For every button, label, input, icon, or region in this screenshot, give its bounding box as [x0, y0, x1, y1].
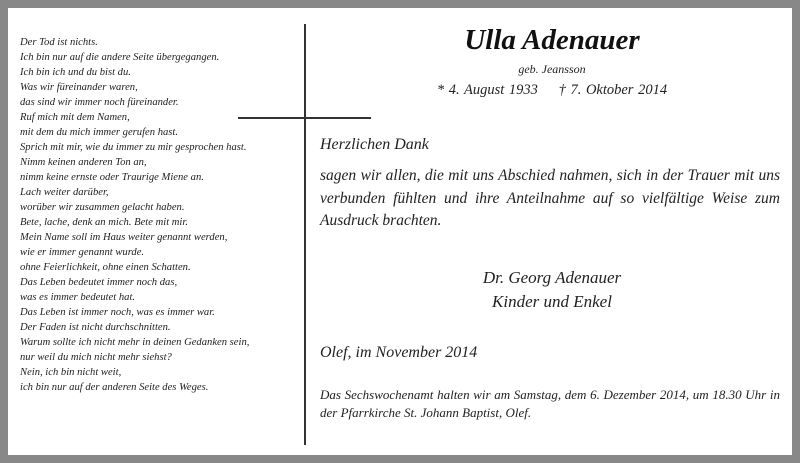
poem-line: wie er immer genannt wurde. — [20, 247, 145, 258]
poem-line: Sprich mit mir, wie du immer zu mir gesprochen hast. — [20, 142, 247, 153]
obituary-card — [8, 8, 792, 455]
family-signature — [320, 266, 784, 314]
deceased-name: Ulla Adenauer — [464, 24, 640, 56]
thanks-heading: Herzlichen Dank — [320, 136, 429, 153]
place-date: Olef, im November 2014 — [320, 344, 478, 361]
poem-line: Was wir füreinander waren, — [20, 82, 138, 93]
thanks-text: sagen wir allen, die mit uns Abschied nahmen, sich in der Trauer mit uns verbunden fühlten und ihre Anteilnahme auf so vielfältige Weise zum Ausdruck brachten. — [320, 167, 780, 229]
poem-line: Mein Name soll im Haus weiter genannt werden, — [20, 232, 228, 243]
poem-line: was es immer bedeutet hat. — [20, 292, 136, 303]
poem-line: Das Leben bedeutet immer noch das, — [20, 277, 178, 288]
birth-date: * 4. August 1933 — [436, 82, 538, 98]
poem — [20, 35, 300, 395]
family-line: Dr. Georg Adenauer — [482, 268, 622, 287]
poem-line: Warum sollte ich nicht mehr in deinen Gedanken sein, — [20, 337, 250, 348]
poem-line: Bete, lache, denk an mich. Bete mit mir. — [20, 217, 188, 228]
poem-line: Das Leben ist immer noch, was es immer war. — [20, 307, 215, 318]
cross-horizontal-line — [238, 117, 371, 119]
poem-line: worüber wir zusammen gelacht haben. — [20, 202, 185, 213]
poem-line: Nimm keinen anderen Ton an, — [20, 157, 147, 168]
poem-line: ohne Feierlichkeit, ohne einen Schatten. — [20, 262, 191, 273]
poem-line: das sind wir immer noch füreinander. — [20, 97, 179, 108]
birth-name: geb. Jeansson — [518, 62, 586, 76]
cross-vertical-line — [304, 24, 306, 445]
poem-line: Ruf mich mit dem Namen, — [20, 112, 130, 123]
poem-line: Der Faden ist nicht durchschnitten. — [20, 322, 171, 333]
poem-line: nur weil du mich nicht mehr siehst? — [20, 352, 172, 363]
poem-line: Ich bin nur auf die andere Seite übergegangen. — [20, 52, 220, 63]
poem-line: Ich bin ich und du bist du. — [20, 67, 131, 78]
poem-line: Nein, ich bin nicht weit, — [20, 367, 122, 378]
service-notice: Das Sechswochenamt halten wir am Samstag, dem 6. Dezember 2014, um 18.30 Uhr in der Pfarrkirche St. Johann Baptist, Olef. — [320, 387, 780, 420]
poem-line: Der Tod ist nichts. — [20, 37, 98, 48]
poem-line: Lach weiter darüber, — [20, 187, 109, 198]
poem-line: nimm keine ernste oder Traurige Miene an. — [20, 172, 204, 183]
poem-line: ich bin nur auf der anderen Seite des Weges. — [20, 382, 209, 393]
death-date: † 7. Oktober 2014 — [558, 82, 668, 98]
family-line: Kinder und Enkel — [492, 292, 612, 311]
life-dates — [320, 82, 784, 99]
poem-line: mit dem du mich immer gerufen hast. — [20, 127, 179, 138]
